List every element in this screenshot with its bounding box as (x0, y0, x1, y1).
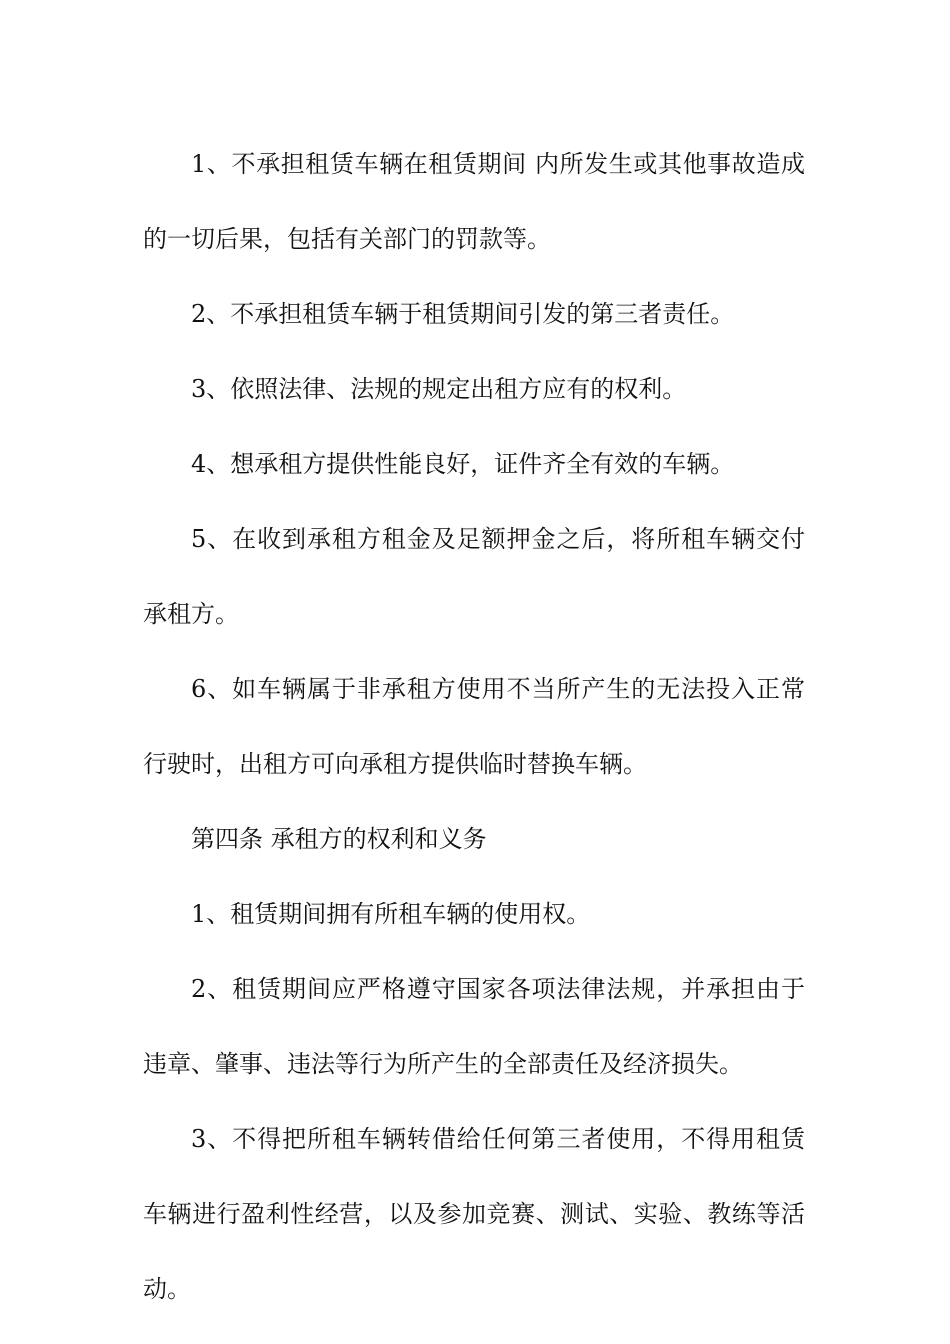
paragraph-lessor-no-third-party-liability: 2、不承担租赁车辆于租赁期间引发的第三者责任。 (191, 300, 735, 328)
paragraph-lessor-legal-rights: 3、依照法律、法规的规定出租方应有的权利。 (191, 375, 687, 403)
paragraph-lessor-no-accident-liability: 1、不承担租赁车辆在租赁期间 内所发生或其他事故造成的一切后果，包括有关部门的罚款等。 (143, 150, 805, 253)
document-body (143, 127, 805, 1327)
paragraph-lessee-no-sublease: 3、不得把所租车辆转借给任何第三者使用，不得用租赁车辆进行盈利性经营，以及参加竞赛、测试、实验、教练等活动。 (143, 1125, 805, 1303)
paragraph-lessee-usage-right: 1、租赁期间拥有所租车辆的使用权。 (191, 900, 591, 928)
paragraph-lessor-provide-vehicle: 4、想承租方提供性能良好，证件齐全有效的车辆。 (191, 450, 735, 478)
paragraph-lessee-obey-laws: 2、租赁期间应严格遵守国家各项法律法规，并承担由于违章、肇事、违法等行为所产生的全部责任及经济损失。 (143, 975, 805, 1078)
section-heading-article-four: 第四条 承租方的权利和义务 (191, 825, 487, 853)
paragraph-lessor-replacement-vehicle: 6、如车辆属于非承租方使用不当所产生的无法投入正常行驶时，出租方可向承租方提供临时替换车辆。 (143, 675, 805, 778)
paragraph-lessor-deliver-vehicle: 5、在收到承租方租金及足额押金之后，将所租车辆交付承租方。 (143, 525, 805, 628)
